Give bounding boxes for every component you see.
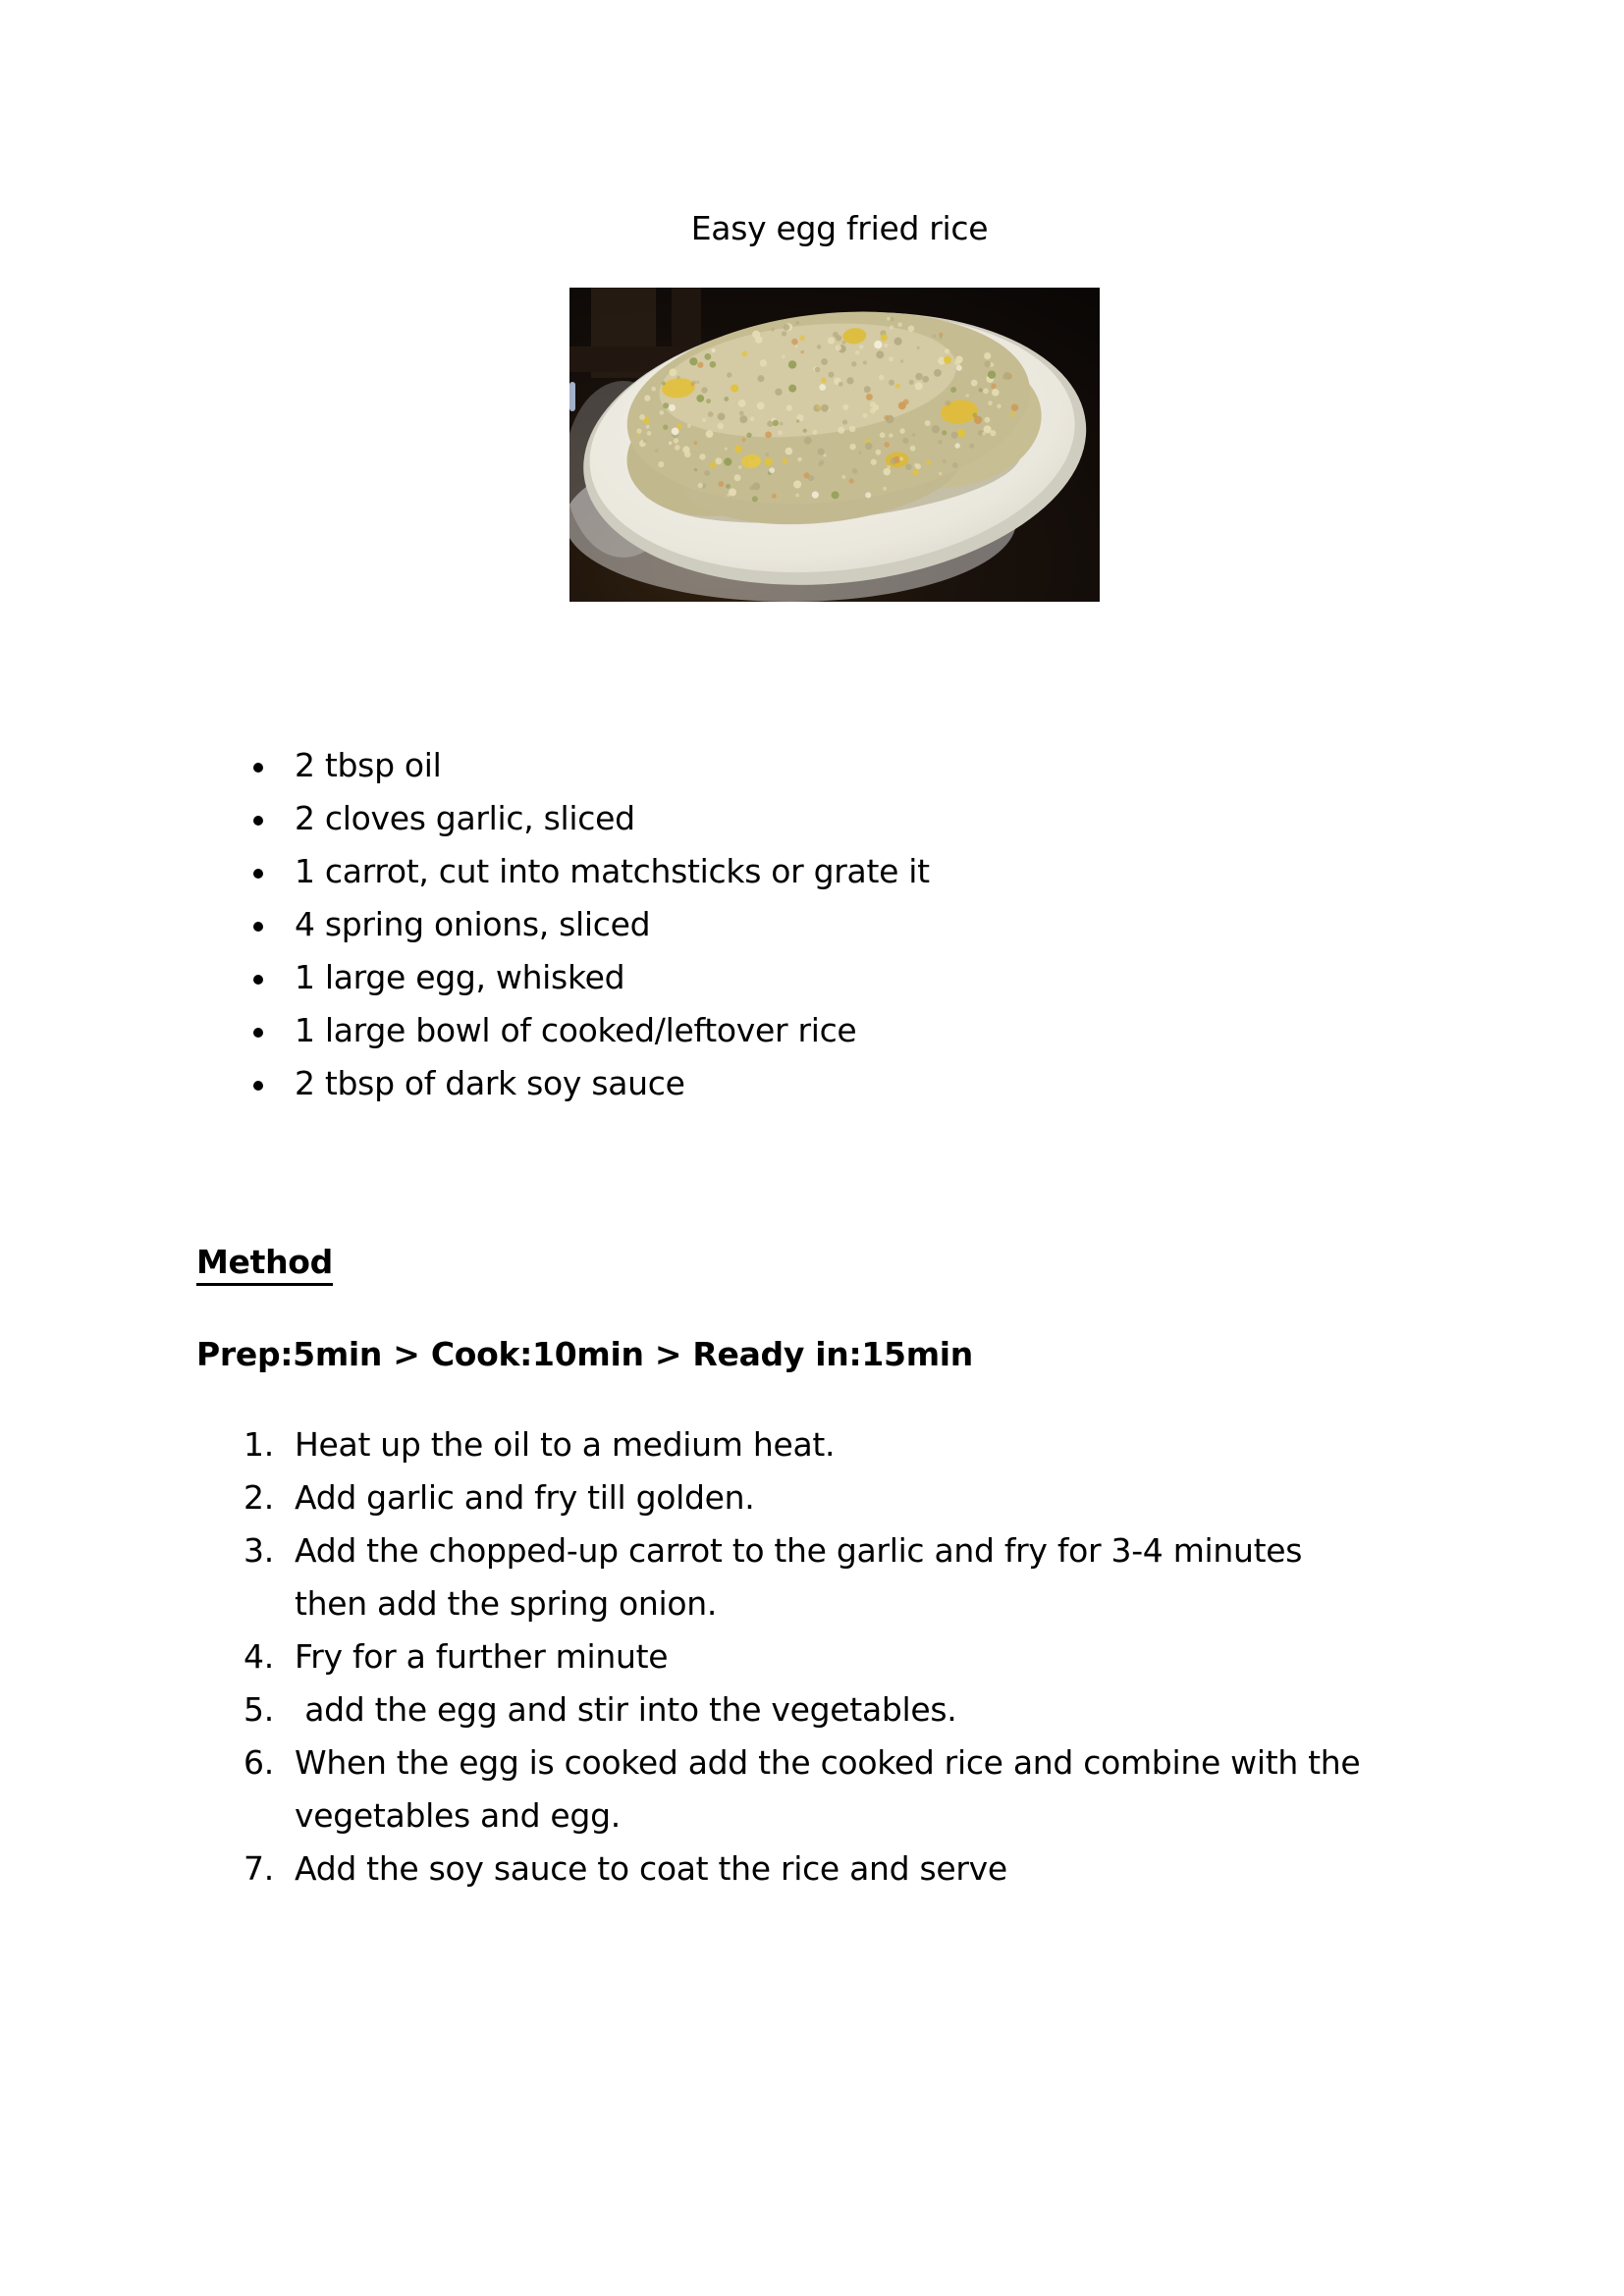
recipe-photo — [569, 288, 1100, 602]
ingredient-item: 2 cloves garlic, sliced — [196, 792, 1414, 845]
step-number: 6. — [244, 1743, 274, 1782]
ingredient-item: 4 spring onions, sliced — [196, 898, 1414, 951]
fried-rice-photo-image — [569, 288, 1100, 602]
ingredient-item: 1 large bowl of cooked/leftover rice — [196, 1004, 1414, 1057]
step-item — [196, 1524, 1414, 1630]
light-reflection — [569, 382, 575, 411]
step-item — [196, 1418, 1414, 1471]
step-text: Add garlic and fry till golden. — [295, 1478, 755, 1517]
step-item — [196, 1471, 1414, 1524]
timings-line: Prep:5min > Cook:10min > Ready in:15min — [196, 1335, 973, 1373]
step-item — [196, 1630, 1414, 1683]
step-text: Fry for a further minute — [295, 1637, 669, 1676]
step-number: 1. — [244, 1425, 274, 1464]
step-number: 2. — [244, 1478, 274, 1517]
ingredients-list — [196, 739, 1414, 1110]
ingredient-item: 2 tbsp oil — [196, 739, 1414, 792]
step-text: Add the chopped-up carrot to the garlic and fry for 3-4 minutes then add the spring onion. — [295, 1531, 1313, 1623]
step-text: Heat up the oil to a medium heat. — [295, 1425, 836, 1464]
step-number: 5. — [244, 1690, 274, 1729]
recipe-title: Easy egg fried rice — [690, 209, 989, 247]
ingredient-item: 1 carrot, cut into matchsticks or grate it — [196, 845, 1414, 898]
step-text: add the egg and stir into the vegetables. — [295, 1690, 957, 1729]
method-heading — [196, 1236, 333, 1289]
step-number: 7. — [244, 1849, 274, 1888]
ingredient-item: 1 large egg, whisked — [196, 951, 1414, 1004]
ingredient-item: 2 tbsp of dark soy sauce — [196, 1057, 1414, 1110]
step-number: 3. — [244, 1531, 274, 1570]
step-item — [196, 1683, 1414, 1736]
step-number: 4. — [244, 1637, 274, 1676]
step-item — [196, 1736, 1414, 1842]
step-text: When the egg is cooked add the cooked rice and combine with the vegetables and egg. — [295, 1743, 1371, 1835]
method-steps — [196, 1418, 1414, 1896]
method-heading-text: Method — [196, 1243, 333, 1286]
step-item — [196, 1842, 1414, 1896]
step-text: Add the soy sauce to coat the rice and serve — [295, 1849, 1007, 1888]
